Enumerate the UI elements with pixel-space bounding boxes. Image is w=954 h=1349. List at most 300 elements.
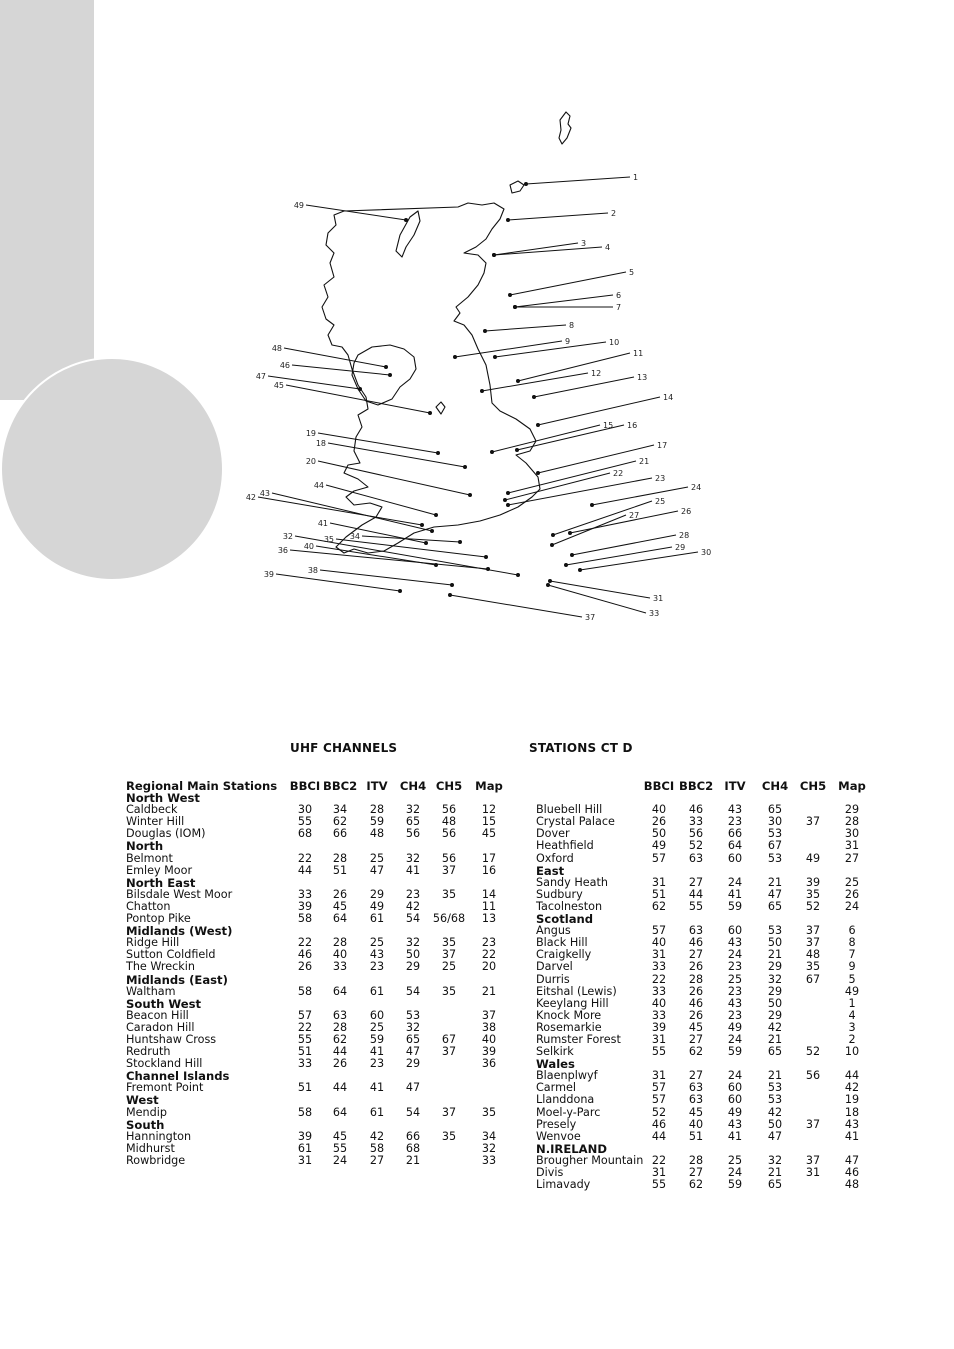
cell-bbc2: 44 [332,1081,348,1095]
cell-itv: 49 [727,1105,743,1119]
map-pointer-line [515,295,613,307]
cell-itv: 60 [727,851,743,865]
map-number-label: 43 [259,489,270,498]
isle-of-man-outline [436,402,445,414]
station-row [536,1131,926,1143]
station-row [536,974,926,986]
cell-itv: 25 [369,1020,385,1034]
cell-itv: 25 [369,936,385,950]
map-number-label: 14 [663,393,674,402]
cell-itv: 24 [727,948,743,962]
map-station-dot [493,355,497,359]
map-station-dot [546,583,550,587]
cell-ch4: 29 [405,1057,421,1071]
map-number-label: 25 [655,497,666,506]
cell-bbc2: 46 [688,936,704,950]
map-number-label: 29 [675,543,686,552]
map-pointer-line [284,348,386,367]
cell-itv: 23 [727,960,743,974]
map-pointer-line [315,433,438,453]
cell-itv: 64 [727,839,743,853]
cell-bbci: 31 [651,1166,667,1179]
cell-ch4: 32 [767,972,783,986]
cell-ch4: 53 [767,924,783,938]
cell-bbc2: 45 [688,1105,704,1119]
column-header-ch5: CH5 [799,779,827,793]
cell-ch4: 29 [405,960,421,974]
cell-itv: 59 [369,1032,385,1046]
station-name: Hannington [126,1129,192,1143]
map-station-dot [490,450,494,454]
cell-bbci: 61 [297,1141,313,1155]
map-number-label: 26 [681,507,692,516]
region-name: Midlands (East) [126,972,228,987]
cell-ch4: 21 [767,948,783,962]
map-pointer-line [485,325,566,331]
cell-bbc2: 63 [688,924,704,938]
map-station-dot [388,373,392,377]
map-station-dot [398,589,402,593]
station-row [126,853,516,865]
cell-map: 26 [844,887,860,901]
region-row [126,974,516,986]
cell-map: 13 [481,912,497,926]
map-station-dot [448,593,452,597]
cell-bbci: 51 [651,887,667,901]
station-name: Huntshaw Cross [126,1032,217,1046]
station-name: Caradon Hill [126,1020,195,1034]
map-number-label: 18 [315,439,326,448]
cell-map: 36 [481,1057,497,1071]
cell-bbci: 55 [297,815,313,829]
cell-ch4: 23 [405,887,421,901]
cell-bbci: 51 [297,1045,313,1059]
cell-itv: 23 [727,1008,743,1022]
station-name: Beacon Hill [126,1008,189,1022]
cell-bbc2: 66 [332,827,348,841]
map-pointer-line [508,478,652,505]
table-title: Regional Main Stations [126,779,278,793]
station-name: Wenvoe [536,1129,581,1143]
map-station-dot [434,563,438,567]
cell-bbc2: 52 [688,839,704,853]
cell-ch5: 67 [441,1032,457,1046]
cell-itv: 41 [369,1045,385,1059]
cell-ch4: 65 [405,815,421,829]
cell-bbci: 49 [651,839,667,853]
cell-bbc2: 26 [332,1057,348,1071]
cell-bbc2: 56 [688,827,704,841]
cell-map: 39 [481,1045,497,1059]
cell-bbc2: 55 [332,1141,348,1155]
station-row [536,1046,926,1058]
station-row [126,1034,516,1046]
map-station-dot [590,503,594,507]
station-row [536,998,926,1010]
map-number-label: 40 [303,542,314,551]
cell-ch5: 35 [441,887,457,901]
cell-ch4: 56 [405,827,421,841]
map-station-dot [453,355,457,359]
map-station-dot [536,471,540,475]
stations-heading: STATIONS CT D [529,741,633,755]
map-station-dot [434,513,438,517]
cell-bbci: 55 [651,1178,667,1192]
cell-itv: 47 [369,863,385,877]
map-number-label: 19 [305,429,316,438]
map-number-label: 31 [653,594,664,603]
cell-bbci: 31 [297,1153,313,1167]
map-number-label: 6 [616,291,622,300]
cell-bbci: 50 [651,827,667,841]
cell-bbc2: 63 [688,851,704,865]
cell-bbci: 55 [297,1032,313,1046]
map-pointer-line [552,515,626,545]
map-station-dot [424,541,428,545]
cell-itv: 27 [369,1153,385,1167]
cell-map: 10 [844,1045,860,1059]
cell-ch5: 37 [805,815,821,829]
region-row [126,1094,516,1106]
great-britain-outline [322,203,540,553]
cell-ch4: 50 [767,1117,783,1131]
cell-bbc2: 51 [688,1129,704,1143]
station-row [126,804,516,816]
cell-ch5: 39 [805,875,821,889]
map-pointer-line [538,397,660,425]
cell-ch5: 52 [805,1045,821,1059]
map-station-dot [513,305,517,309]
cell-bbci: 46 [651,1117,667,1131]
cell-ch4: 66 [405,1129,421,1143]
cell-bbc2: 44 [332,1045,348,1059]
cell-bbci: 51 [297,1081,313,1095]
cell-bbc2: 27 [688,1032,704,1046]
cell-bbc2: 33 [332,960,348,974]
map-number-label: 4 [605,243,611,252]
cell-map: 49 [844,984,860,998]
map-station-dot [506,503,510,507]
cell-bbci: 31 [651,1069,667,1083]
station-row [126,828,516,840]
cell-itv: 23 [727,815,743,829]
station-name: Sudbury [536,887,583,901]
map-number-label: 2 [611,209,617,218]
cell-ch4: 42 [767,1105,783,1119]
uk-transmitter-map [240,95,720,635]
cell-bbc2: 45 [688,1020,704,1034]
station-name: Emley Moor [126,863,193,877]
cell-itv: 41 [727,887,743,901]
station-name: Bilsdale West Moor [126,887,233,901]
cell-bbci: 33 [651,984,667,998]
map-station-dot [551,533,555,537]
cell-bbci: 57 [297,1008,313,1022]
region-row [126,1119,516,1131]
cell-ch4: 30 [767,815,783,829]
cell-ch4: 65 [767,1178,783,1192]
map-number-label: 27 [629,511,640,520]
region-name: Channel Islands [126,1069,230,1084]
station-name: Craigkelly [536,948,592,962]
map-pointer-line [362,536,460,542]
cell-ch4: 50 [767,996,783,1010]
cell-ch4: 54 [405,984,421,998]
cell-itv: 24 [727,875,743,889]
cell-ch4: 21 [405,1153,421,1167]
map-pointer-line [455,341,562,357]
map-station-dot [492,253,496,257]
cell-bbci: 22 [297,851,313,865]
cell-itv: 25 [727,1153,743,1167]
cell-ch5: 37 [805,1117,821,1131]
map-pointer-lines [255,177,698,617]
cell-ch4: 41 [405,863,421,877]
cell-itv: 24 [727,1166,743,1179]
cell-ch5: 37 [441,1045,457,1059]
decorative-side-bar [0,0,94,400]
cell-map: 12 [481,803,497,817]
column-header-bbci: BBCI [289,779,321,793]
column-header-itv: ITV [366,779,388,793]
map-station-dots [358,182,594,597]
cell-itv: 59 [727,1045,743,1059]
station-row [126,865,516,877]
cell-ch4: 29 [767,984,783,998]
station-row [536,1107,926,1119]
cell-bbci: 22 [651,1153,667,1167]
cell-ch5: 67 [805,972,821,986]
column-header-map: Map [475,779,503,793]
map-number-label: 36 [277,546,288,555]
map-number-label: 7 [616,303,622,312]
cell-bbci: 58 [297,912,313,926]
cell-ch4: 21 [767,1032,783,1046]
cell-bbc2: 28 [688,1153,704,1167]
map-number-label: 37 [585,613,596,622]
map-number-label: 30 [701,548,712,557]
cell-map: 44 [844,1069,860,1083]
cell-itv: 41 [727,1129,743,1143]
cell-bbci: 57 [651,1093,667,1107]
cell-bbc2: 28 [688,972,704,986]
station-row [536,961,926,973]
region-name: North [126,839,164,854]
map-station-dot [468,493,472,497]
cell-map: 18 [844,1105,860,1119]
map-pointer-line [580,552,698,570]
map-number-label: 45 [273,381,284,390]
cell-map: 19 [844,1093,860,1107]
cell-itv: 41 [369,1081,385,1095]
cell-ch4: 54 [405,912,421,926]
cell-map: 11 [481,899,497,913]
cell-bbci: 40 [651,996,667,1010]
map-pointer-line [258,497,422,525]
cell-ch5: 37 [441,948,457,962]
map-station-dot [532,395,536,399]
cell-map: 45 [481,827,497,841]
map-station-dot [503,498,507,502]
station-name: Blaenplwyf [536,1069,598,1083]
cell-itv: 29 [369,887,385,901]
station-name: Angus [536,924,571,938]
map-station-dot [506,491,510,495]
cell-itv: 25 [727,972,743,986]
cell-ch4: 47 [767,1129,783,1143]
station-name: Divis [536,1166,564,1179]
orkney-outline [510,181,524,193]
map-number-label: 49 [293,201,304,210]
map-station-dot [483,329,487,333]
map-station-dot [480,389,484,393]
western-isles-outline [396,211,420,257]
station-name: Selkirk [536,1045,574,1059]
station-name: Carmel [536,1081,576,1095]
cell-ch4: 65 [767,803,783,817]
cell-map: 33 [481,1153,497,1167]
station-name: Limavady [536,1178,591,1192]
cell-itv: 23 [727,984,743,998]
map-number-label: 41 [317,519,328,528]
map-number-label: 39 [263,570,274,579]
cell-bbci: 31 [651,1032,667,1046]
cell-itv: 49 [369,899,385,913]
cell-ch4: 21 [767,1069,783,1083]
station-name: Caldbeck [126,803,178,817]
map-pointer-line [318,461,470,495]
map-pointer-line [566,547,672,565]
cell-ch4: 32 [405,851,421,865]
map-station-dot [550,543,554,547]
cell-bbc2: 46 [688,996,704,1010]
cell-itv: 43 [369,948,385,962]
map-station-dot [524,182,528,186]
cell-bbc2: 62 [688,1178,704,1192]
cell-bbc2: 26 [688,960,704,974]
cell-itv: 43 [727,1117,743,1131]
cell-ch5: 56 [441,827,457,841]
station-name: Presely [536,1117,577,1131]
cell-map: 41 [844,1129,860,1143]
station-name: Sandy Heath [536,875,608,889]
station-name: Llanddona [536,1093,595,1107]
cell-map: 21 [481,984,497,998]
map-station-dot [578,568,582,572]
cell-ch4: 21 [767,1166,783,1179]
station-name: Oxford [536,851,574,865]
cell-bbci: 22 [297,936,313,950]
cell-bbc2: 63 [688,1081,704,1095]
cell-ch5: 25 [441,960,457,974]
station-row [126,961,516,973]
cell-ch4: 42 [767,1020,783,1034]
cell-ch5: 37 [805,924,821,938]
cell-ch5: 37 [805,1153,821,1167]
map-number-label: 17 [657,441,668,450]
cell-bbc2: 64 [332,1105,348,1119]
cell-map: 37 [481,1008,497,1022]
cell-bbci: 39 [297,1129,313,1143]
cell-itv: 48 [369,827,385,841]
map-number-label: 13 [637,373,648,382]
cell-bbc2: 44 [688,887,704,901]
cell-map: 46 [844,1166,860,1179]
map-station-dot [428,411,432,415]
cell-itv: 60 [727,1081,743,1095]
station-row [126,1107,516,1119]
map-number-label: 22 [613,469,624,478]
cell-ch4: 47 [405,1081,421,1095]
station-row [536,1119,926,1131]
cell-map: 25 [844,875,860,889]
map-number-label: 12 [591,369,602,378]
map-pointer-line [518,353,630,381]
cell-map: 14 [481,887,497,901]
station-name: Darvel [536,960,573,974]
cell-bbci: 26 [651,815,667,829]
map-pointer-line [526,177,630,184]
station-row [536,840,926,852]
cell-map: 29 [844,803,860,817]
cell-bbci: 33 [651,1008,667,1022]
cell-bbci: 62 [651,899,667,913]
cell-map: 47 [844,1153,860,1167]
station-name: Brougher Mountain [536,1153,644,1167]
region-name: Scotland [536,912,594,927]
cell-ch4: 65 [767,899,783,913]
cell-bbc2: 27 [688,1069,704,1083]
cell-map: 3 [848,1020,856,1034]
map-station-dot [486,567,490,571]
map-number-label: 44 [313,481,324,490]
cell-bbc2: 46 [688,803,704,817]
right-channel-table [536,780,926,1191]
station-name: Mendip [126,1105,167,1119]
cell-bbc2: 64 [332,984,348,998]
cell-bbc2: 27 [688,948,704,962]
station-name: Rowbridge [126,1153,186,1167]
region-row [126,792,516,804]
map-station-dot [463,465,467,469]
cell-ch4: 42 [405,899,421,913]
station-row [536,986,926,998]
map-pointer-line [482,373,588,391]
cell-bbci: 52 [651,1105,667,1119]
map-number-label: 15 [603,421,614,430]
map-number-label: 11 [633,349,644,358]
northern-ireland-outline [352,345,416,405]
region-row [536,865,926,877]
map-pointer-line [494,243,578,255]
map-station-dot [404,218,408,222]
map-pointer-line [292,365,390,375]
cell-map: 27 [844,851,860,865]
cell-bbci: 44 [651,1129,667,1143]
cell-ch4: 53 [405,1008,421,1022]
cell-bbc2: 26 [688,984,704,998]
cell-bbci: 33 [297,1057,313,1071]
cell-bbci: 31 [651,948,667,962]
cell-itv: 61 [369,1105,385,1119]
map-station-dot [458,540,462,544]
cell-bbci: 39 [297,899,313,913]
map-station-dot [506,218,510,222]
cell-ch4: 50 [767,936,783,950]
cell-ch5: 56 [441,803,457,817]
region-name: Wales [536,1057,575,1072]
cell-itv: 61 [369,912,385,926]
